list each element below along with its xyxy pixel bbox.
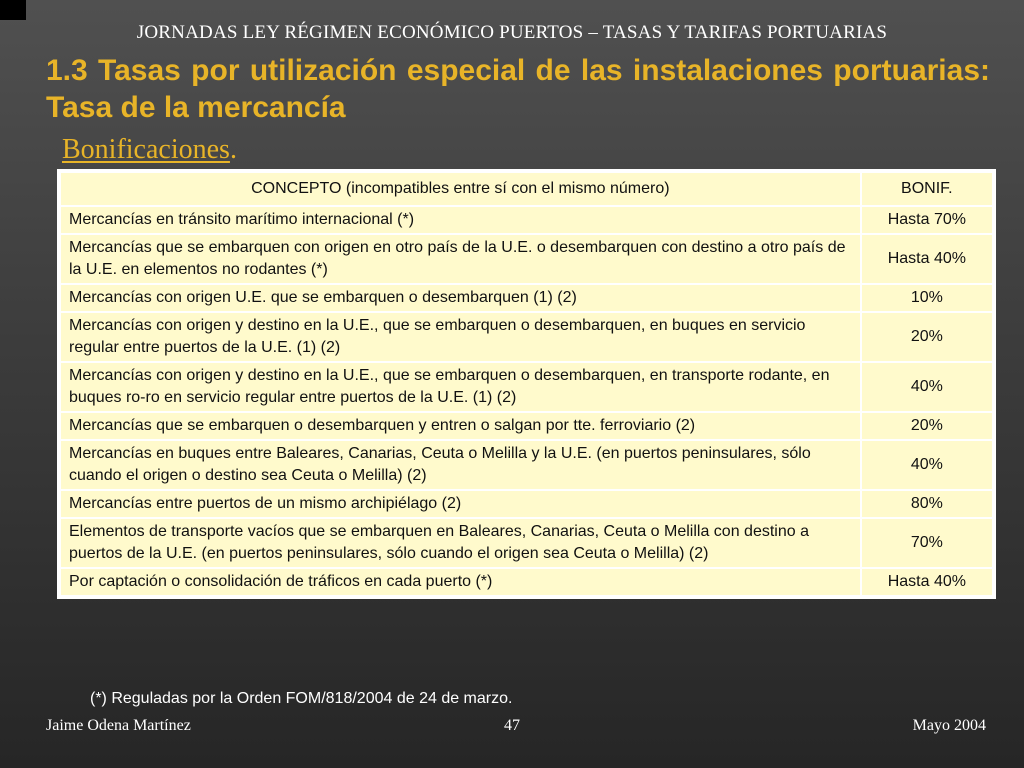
row-bonif: 20% — [861, 312, 993, 362]
row-concept: Mercancías en tránsito marítimo internacional (*) — [60, 206, 861, 234]
row-bonif: 20% — [861, 412, 993, 440]
row-concept: Mercancías en buques entre Baleares, Canarias, Ceuta o Melilla y la U.E. (en puertos peninsulares, sólo cuando el origen o destino sea Ceuta o Melilla) (2) — [60, 440, 861, 490]
table-row — [60, 234, 993, 284]
table-row — [60, 412, 993, 440]
table-row — [60, 518, 993, 568]
footer-author: Jaime Odena Martínez — [46, 717, 191, 734]
slide-subtitle — [62, 134, 237, 166]
row-concept: Mercancías con origen y destino en la U.E., que se embarquen o desembarquen, en buques en servicio regular entre puertos de la U.E. (1) (2) — [60, 312, 861, 362]
slide-title: 1.3 Tasas por utilización especial de las instalaciones portuarias: Tasa de la mercancía — [46, 54, 990, 124]
footnote: (*) Reguladas por la Orden FOM/818/2004 de 24 de marzo. — [90, 690, 513, 707]
table-row — [60, 362, 993, 412]
row-concept: Mercancías que se embarquen con origen en otro país de la U.E. o desembarquen con destino a otro país de la U.E. en elementos no rodantes (*) — [60, 234, 861, 284]
row-concept: Mercancías entre puertos de un mismo archipiélago (2) — [60, 490, 861, 518]
row-concept: Mercancías que se embarquen o desembarquen y entren o salgan por tte. ferroviario (2) — [60, 412, 861, 440]
footer-date: Mayo 2004 — [912, 717, 986, 734]
row-concept: Por captación o consolidación de tráficos en cada puerto (*) — [60, 568, 861, 596]
row-bonif: 10% — [861, 284, 993, 312]
subtitle-text: Bonificaciones — [62, 134, 230, 165]
table-row — [60, 568, 993, 596]
header-bonif: BONIF. — [861, 172, 993, 206]
table-row — [60, 284, 993, 312]
table-header-row — [60, 172, 993, 206]
row-bonif: 70% — [861, 518, 993, 568]
header-concept: CONCEPTO (incompatibles entre sí con el mismo número) — [60, 172, 861, 206]
subtitle-period: . — [229, 134, 237, 165]
row-concept: Elementos de transporte vacíos que se embarquen en Baleares, Canarias, Ceuta o Melilla con destino a puertos de la U.E. (en puertos peninsulares, sólo cuando el origen sea Ceuta o Melilla) (2) — [60, 518, 861, 568]
row-concept: Mercancías con origen U.E. que se embarquen o desembarquen (1) (2) — [60, 284, 861, 312]
row-bonif: 40% — [861, 440, 993, 490]
table-row — [60, 206, 993, 234]
table-row — [60, 440, 993, 490]
row-bonif: 80% — [861, 490, 993, 518]
table-grid — [59, 171, 994, 597]
row-bonif: Hasta 40% — [861, 234, 993, 284]
row-bonif: 40% — [861, 362, 993, 412]
row-concept: Mercancías con origen y destino en la U.E., que se embarquen o desembarquen, en transporte rodante, en buques ro-ro en servicio regular entre puertos de la U.E. (1) (2) — [60, 362, 861, 412]
table-row — [60, 490, 993, 518]
row-bonif: Hasta 40% — [861, 568, 993, 596]
bonifications-table — [57, 169, 996, 599]
slide-header: JORNADAS LEY RÉGIMEN ECONÓMICO PUERTOS – TASAS Y TARIFAS PORTUARIAS — [136, 22, 888, 43]
corner-block — [0, 0, 26, 20]
table-row — [60, 312, 993, 362]
row-bonif: Hasta 70% — [861, 206, 993, 234]
footer-page-number: 47 — [504, 717, 520, 734]
